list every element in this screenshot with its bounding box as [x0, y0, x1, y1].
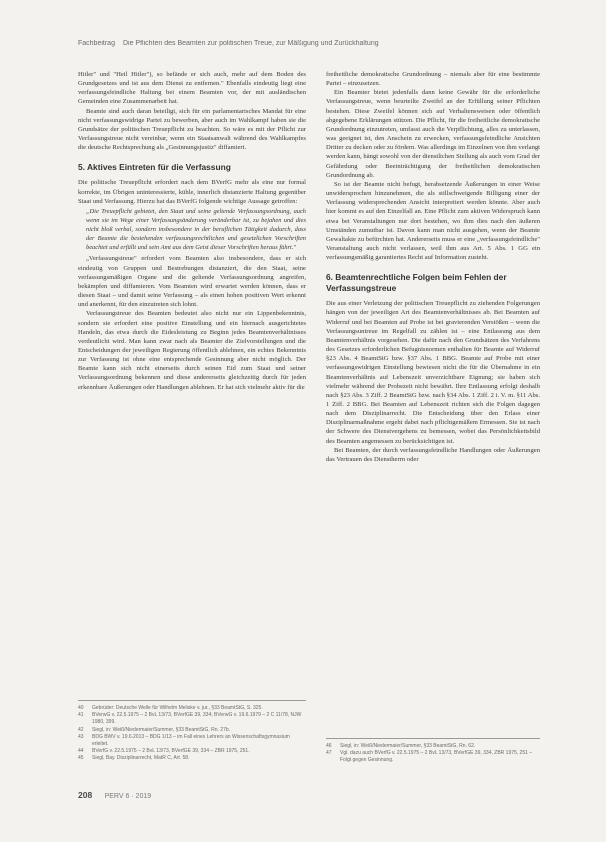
paragraph: Verfassungstreue des Beamten bedeutet also nicht nur ein Lippenbekenntnis, sondern sie erfordert eine positive Einstellung und ein hiernach ausgerichtetes Handeln, das etwa durch die Eidesleistung zu Beginn jedes Beamtenverhältnisses verdeutlicht wird. Man kann zwar nach als Beamter die Zielvorstellungen und die Entscheidungen der jeweiligen Regierung öffentlich ablehnen, ein echtes Bekenntnis zur Verfassung ist ohne eine entsprechende Gesinnung aber nicht möglich. Der Beamte kann sich nicht einerseits durch seinen Eid zum Staat und seiner Verfassungsordnung bekennen und diese andererseits gleichzeitig durch für jeden erkennbare Äußerungen oder Handlungen ablehnen. Er hat sich vielmehr aktiv für die	[78, 310, 306, 391]
paragraph: freiheitliche demokratische Grundordnung – niemals aber für eine bestimmte Partei – einzusetzen.	[326, 71, 540, 88]
footnotes-left	[78, 700, 306, 763]
footnote	[78, 712, 306, 726]
page-number: 208	[78, 790, 93, 800]
footnote-text: Siegl, in: Weiß/Niedermaier/Summer, §33 BeamtStG, Rn. 27b.	[92, 726, 231, 733]
section-heading: 6. Beamtenrechtliche Folgen beim Fehlen der Verfassungstreue	[326, 272, 507, 294]
footnote-text: Siegl, Bay. Disziplinarrecht, MatR C, Art. 58.	[92, 755, 190, 762]
footnote-number: 40	[78, 705, 84, 711]
footnote	[78, 748, 306, 755]
footnote	[326, 750, 540, 764]
footnote-number: 42	[78, 726, 84, 733]
footnote-text: BVerfG v. 22.5.1975 – 2 BvL 13/73, BVerfGE 39, 334 – ZBR 1975, 251.	[92, 748, 250, 755]
paragraph: Beamte sind auch daran beteiligt, sich für ein parlamentarisches Mandat für eine nicht verfassungswidrige Partei zu bewerben, aber auch im Wahlkampf haben sie die Grundsätze der politischen Treuepflicht zu beachten. So wäre es mit der Pflicht zur Verfassungstreue nicht vereinbar, wenn ein Staatsanwalt während des Wahlkampfes die deutsche Rechtsprechung als „Gesinnungsjustiz" diffamiert.	[78, 107, 306, 152]
footnote-text: Vgl. dazu auch BVerfG v. 22.5.1975 – 2 BvL 13/73, BVerfGE 39, 334, ZBR 1975, 251 – Folgt gegen Gesinnung.	[340, 750, 533, 764]
paragraph: Hitler" und "Heil Hitler"), so befände er sich auch, mehr auf dem Boden des Grundgesetzes und ist aus dem Dienst zu entfernen." Ebenfalls eindeutig liegt eine verfassungsfeindliche Haltung bei einem Beamten vor, der mit ausländischen Gemeinden eine Zusammenarbeit hat.	[78, 71, 306, 106]
footnote	[78, 755, 306, 762]
right-column	[326, 70, 540, 464]
footnote-text: Siegl, in: Weiß/Niedermaier/Summer, §33 BeamtStG, Rn. 62.	[340, 743, 476, 749]
block-quote: „Die Treuepflicht gebietet, den Staat und seine geltende Verfassungsordnung, auch wenn sie im Wege einer Verfassungsänderung veränderbar ist, zu bejahen und dies nicht bloß verbal, sondern insbesondere in der beruflichen Tätigkeit dadurch, dass der Beamte die bestehenden verfassungsrechtlichen und gesetzlichen Vorschriften beachtet und erfüllt und sein Amt aus dem Geist dieser Vorschriften heraus führt."	[86, 207, 306, 251]
running-head-title: Die Pflichten des Beamten zur politischen Treue, zur Mäßigung und Zurückhaltung	[122, 40, 379, 47]
paragraph: „Verfassungstreue" erfordert vom Beamten also insbesondere, dass er sich eindeutig von Gruppen und Bestrebungen distanziert, die den Staat, seine verfassungsmäßigen Organe und die geltende Verfassungsordnung angreifen, bekämpfen und diffamieren. Vom Beamten wird erwartet werden können, dass er diesen Staat – und damit seine Verfassung – als einen hohen positiven Wert erkennt und anerkennt, für den einzutreten sich lohnt.	[78, 255, 306, 309]
footnote-text: BDG BWV v. 19.6.2013 – BDG 1/13 – im Fall eines Lehrers an Wissenschaftsgymnasium erleitet.	[92, 733, 290, 748]
footnote-number: 44	[78, 748, 84, 755]
footnote-number: 46	[326, 743, 332, 749]
paragraph: Ein Beamter bietet jedenfalls dann keine Gewähr für die erforderliche Verfassungstreue, wenn beurteilte Zweifel an der Erfüllung seiner Pflichten bestehen. Diese Zweifel können sich auf Verhaltensweisen oder öffentlich abgegebene Erklärungen stützen. Die Pflicht, für die freiheitliche demokratische Grundordnung einzutreten, umfasst auch die Verpflichtung, alles zu unterlassen, was geeignet ist, den Anschein zu erwecken, verfassungsfeindliche Ansichten Dritter zu decken oder zu fördern. Was allerdings im Einzelnen von ihm verlangt werden kann, hängt sowohl von der dienstlichen Stellung als auch vom Grad der Gefährdung oder Beeinträchtigung der freiheitlichen demokratischen Grundordnung ab.	[326, 89, 540, 179]
running-head-section: Fachbeitrag	[78, 40, 115, 47]
footnote-number: 41	[78, 712, 84, 719]
paragraph: So ist der Beamte nicht befugt, herabsetzende Äußerungen in einer Weise unwidersprochen hinzunehmen, die als stillschweigende Billigung einer der Verfassung widersprechenden Ansicht interpretiert werden könnte. Aber auch hier kommt es auf den Einzelfall an. Eine Pflicht zum aktiven Widerspruch kann etwa bei Veranstaltungen nur dort bestehen, wo ihm dies nach den äußeren Umständen zumutbar ist. Davon kann man nicht ausgehen, wenn der Beamte Gewaltakte zu befürchten hat. Andererseits muss er eine „verfassungsfeindliche" Veranstaltung auch nicht verlassen, weil ihm aus Art. 5 Abs. 1 GG ein verfassungsmäßig garantiertes Recht auf Information zusteht.	[326, 180, 540, 262]
footnote-number: 45	[78, 755, 84, 762]
footnote-number: 43	[78, 733, 84, 740]
paragraph: Die politische Treuepflicht erfordert nach dem BVerfG mehr als eine nur formal korrekte, im Übrigen uninteressierte, kühle, innerlich distanzierte Haltung gegenüber Staat und Verfassung. Hierzu hat das BVerfG folgende wichtige Aussage getroffen:	[78, 179, 306, 205]
section-heading: 5. Aktives Eintreten für die Verfassung	[78, 162, 231, 173]
footnote	[78, 734, 306, 748]
footnote-text: Gebrüder: Deutsche Welle für Wilhelm Meliske v. jur., §33 BeamtStG, S. 325.	[92, 705, 263, 711]
footnotes-right	[326, 738, 540, 765]
paragraph: Bei Beamten, der durch verfassungsfeindliche Handlungen oder Äußerungen das Vertrauen des Dienstherrn oder	[326, 446, 540, 463]
left-column	[78, 70, 306, 392]
page-footer	[78, 790, 151, 800]
journal-issue: PERV 6 · 2019	[104, 793, 152, 800]
running-head	[78, 40, 538, 47]
footnote	[326, 743, 540, 750]
footnote	[78, 727, 306, 734]
footnote-number: 47	[326, 750, 332, 757]
paragraph: Die aus einer Verletzung der politischen Treuepflicht zu ziehenden Folgerungen hängen von der jeweiligen Art des Beamtenverhältnisses ab. Bei Beamten auf Widerruf und bei Beamten auf Probe ist bei gravierenden Verstößen – wenn die Verfassungsuntreue im Regelfall zu zählen ist – eine Entlassung aus dem Beamtenverhältnis vorgesehen. Die dafür nach den Grundsätzen des Verfahrens des Gesetzes erforderlichen Befugnisnormen enthalten für Beamte auf Widerruf §23 Abs. 4 BeamtStG bzw. §37 Abs. 1 BBG. Beamte auf Probe mit einer verfassungswidrigen Einstellung bewiesen nicht die für die Übernahme in ein Beamtenverhältnis auf Lebenszeit unverzichtbare Eignung; sie haben sich vielmehr während der Probezeit nicht bewährt. Ihre Entlassung erfolgt deshalb nach §23 Abs. 3 Ziff. 2 BeamtStG bzw. nach §34 Abs. 1 Ziff. 2 i. V. m. §11 Abs. 1 Ziff. 2 BBG. Bei Beamten auf Lebenszeit richten sich die Folgen dagegen nach dem Disziplinarrecht. Die Entscheidung über den Erlass einer Disziplinarmaßnahme ergeht dabei nach pflichtgemäßem Ermessen. Sie ist nach der Schwere des Dienstvergehens zu bemessen, wobei das Persönlichkeitsbild des Beamten angemessen zu berücksichtigen ist.	[326, 300, 540, 445]
footnote	[78, 705, 306, 712]
footnote-text: BVerwG v. 22.5.1975 – 2 BvL 13/73, BVerfGE 39, 334; BVerwG v. 19.6.1979 – 2 C 11/78, NJW 1980, 399.	[92, 712, 302, 726]
